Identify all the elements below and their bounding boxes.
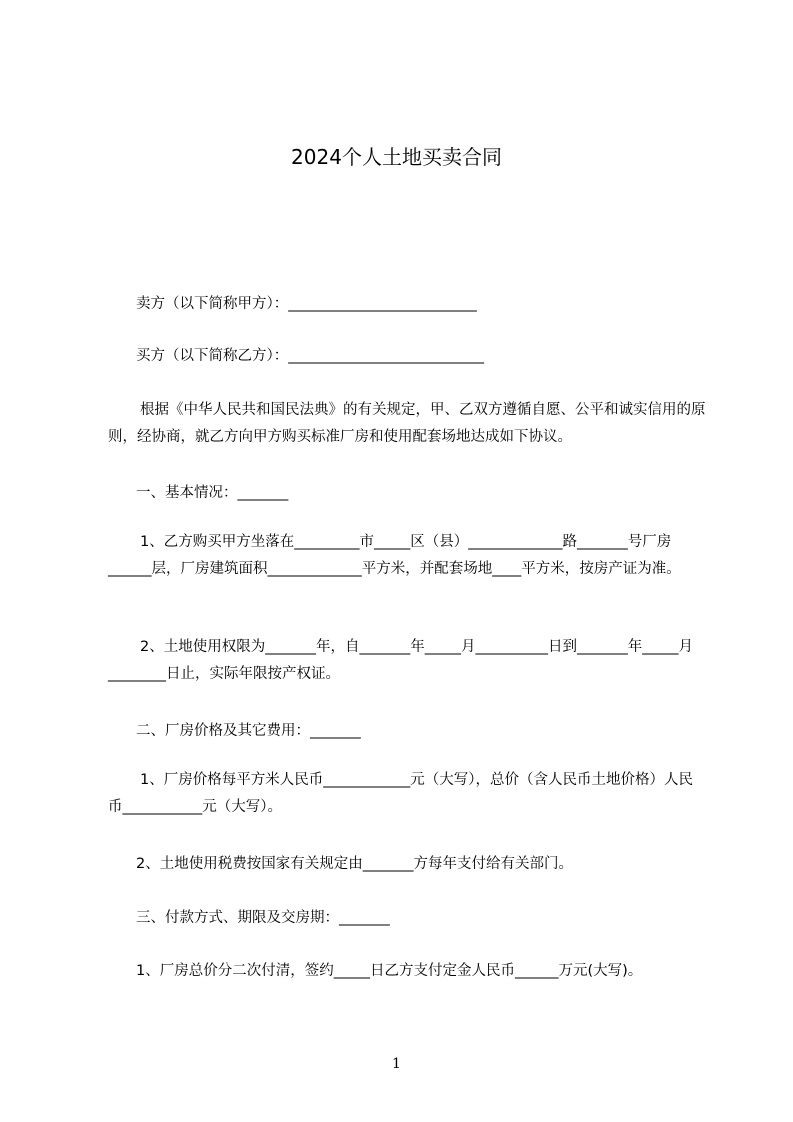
section-3-heading: 三、付款方式、期限及交房期：_______ (136, 910, 390, 926)
section-2-heading: 二、厂房价格及其它费用：_______ (136, 723, 361, 739)
clause-1-1: 1、乙方购买甲方坐落在_________市_____区（县）_____________路_______号厂房______层，厂房建筑面积_____________平方米，并配套场地____平方米，按房产证为准。 (108, 534, 681, 577)
page-number: 1 (392, 1056, 401, 1072)
clause-3-1: 1、厂房总价分二次付清，签约_____日乙方支付定金人民币______万元(大写)。 (136, 963, 643, 979)
clause-2-2: 2、土地使用税费按国家有关规定由_______方每年支付给有关部门。 (136, 856, 573, 872)
clause-2-1: 1、厂房价格每平方米人民币____________元（大写），总价（含人民币土地价格）人民币___________元（大写）。 (108, 772, 693, 815)
buyer-line: 买方（以下简称乙方）：___________________________ (136, 348, 484, 364)
document-title: 2024个人土地买卖合同 (291, 145, 502, 169)
section-1-heading: 一、基本情况：_______ (136, 485, 289, 501)
intro-paragraph: 根据《中华人民共和国民法典》的有关规定，甲、乙双方遵循自愿、公平和诚实信用的原则，经协商，就乙方向甲方购买标准厂房和使用配套场地达成如下协议。 (108, 402, 706, 445)
seller-line: 卖方（以下简称甲方）：__________________________ (136, 296, 477, 312)
clause-1-2: 2、土地使用权限为_______年，自_______年_____月__________日到_______年_____月________日止，实际年限按产权证。 (108, 639, 693, 682)
